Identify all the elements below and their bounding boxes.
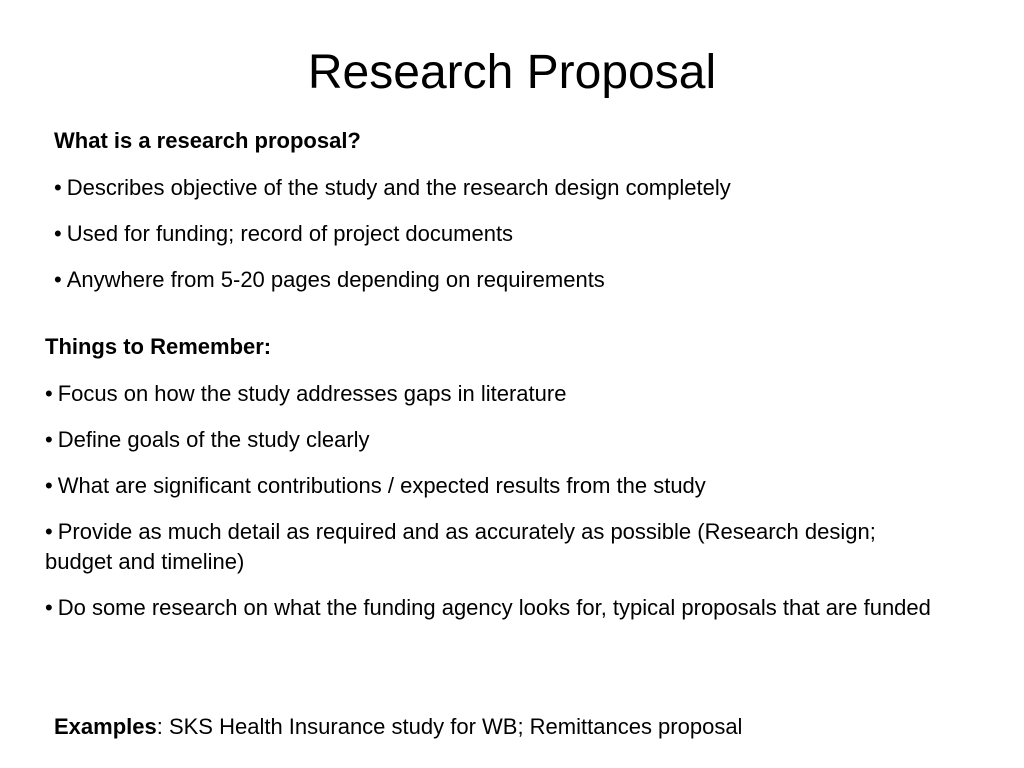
list-item xyxy=(45,593,945,623)
things-to-remember-list xyxy=(45,379,945,623)
list-item xyxy=(45,379,945,409)
things-to-remember-heading: Things to Remember: xyxy=(45,334,272,359)
list-item xyxy=(54,173,954,203)
list-item-text: Provide as much detail as required and as accurately as possible (Research design; budget and timeline) xyxy=(45,519,876,574)
list-item-text: Do some research on what the funding agency looks for, typical proposals that are funded xyxy=(57,595,931,620)
list-item-text: Define goals of the study clearly xyxy=(57,427,370,452)
what-is-proposal-heading: What is a research proposal? xyxy=(54,128,361,153)
slide-title: Research Proposal xyxy=(307,46,717,99)
things-to-remember-section xyxy=(45,333,945,623)
bullet-icon: • xyxy=(45,381,53,406)
what-is-proposal-list xyxy=(54,173,954,295)
list-item xyxy=(45,517,945,577)
list-item-text: Anywhere from 5-20 pages depending on requirements xyxy=(66,267,605,292)
examples-line xyxy=(54,712,974,742)
list-item-text: Focus on how the study addresses gaps in literature xyxy=(57,381,567,406)
list-item-text: Used for funding; record of project documents xyxy=(66,221,514,246)
list-item xyxy=(54,265,954,295)
bullet-icon: • xyxy=(45,595,53,620)
list-item-text: Describes objective of the study and the research design completely xyxy=(66,175,731,200)
list-item xyxy=(45,425,945,455)
bullet-icon: • xyxy=(54,221,62,246)
examples-text: : SKS Health Insurance study for WB; Remittances proposal xyxy=(156,714,743,739)
bullet-icon: • xyxy=(54,175,62,200)
list-item xyxy=(54,219,954,249)
bullet-icon: • xyxy=(45,519,53,544)
list-item xyxy=(45,471,945,501)
bullet-icon: • xyxy=(45,427,53,452)
list-item-text: What are significant contributions / expected results from the study xyxy=(57,473,706,498)
what-is-proposal-section xyxy=(54,127,954,295)
examples-label: Examples xyxy=(54,714,157,739)
bullet-icon: • xyxy=(45,473,53,498)
bullet-icon: • xyxy=(54,267,62,292)
